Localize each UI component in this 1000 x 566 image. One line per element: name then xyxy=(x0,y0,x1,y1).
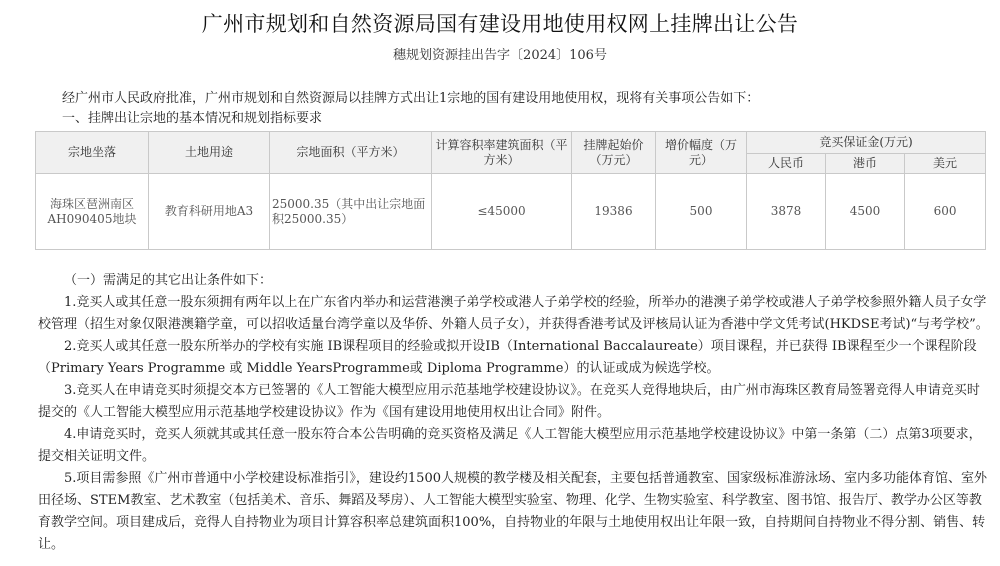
cell-rmb: 3878 xyxy=(747,174,826,250)
header-floor-area: 计算容积率建筑面积（平方米） xyxy=(432,132,572,174)
header-increment: 增价幅度（万元） xyxy=(656,132,747,174)
header-area: 宗地面积（平方米） xyxy=(270,132,432,174)
document-number: 穗规划资源挂出告字〔2024〕106号 xyxy=(393,48,607,63)
header-deposit: 竞买保证金(万元) xyxy=(747,132,986,154)
cell-land-use: 教育科研用地A3 xyxy=(149,174,270,250)
land-parcel-table xyxy=(35,131,986,250)
section-heading: 一、挂牌出让宗地的基本情况和规划指标要求 xyxy=(62,111,323,126)
conditions-section xyxy=(38,270,990,556)
cell-start-price: 19386 xyxy=(572,174,656,250)
conditions-heading: （一）需满足的其它出让条件如下： xyxy=(64,273,273,288)
cell-floor-area: ≤45000 xyxy=(432,174,572,250)
cell-increment: 500 xyxy=(656,174,747,250)
page-title: 广州市规划和自然资源局国有建设用地使用权网上挂牌出让公告 xyxy=(201,12,799,36)
header-hkd: 港币 xyxy=(826,154,905,174)
header-start-price: 挂牌起始价（万元） xyxy=(572,132,656,174)
header-land-use: 土地用途 xyxy=(149,132,270,174)
condition-item-3: 3.竞买人在申请竞买时须提交本方已签署的《人工智能大模型应用示范基地学校建设协议》。在竞买人竞得地块后，由广州市海珠区教育局签署竞得人申请竞买时提交的《人工智能大模型应用示范基地学校建设协议》作为《国有建设用地使用权出让合同》附件。 xyxy=(38,383,980,420)
cell-usd: 600 xyxy=(905,174,986,250)
header-rmb: 人民币 xyxy=(747,154,826,174)
intro-paragraph: 经广州市人民政府批准，广州市规划和自然资源局以挂牌方式出让1宗地的国有建设用地使用权，现将有关事项公告如下： xyxy=(62,91,760,106)
table-row xyxy=(36,174,986,250)
condition-item-5: 5.项目需参照《广州市普通中小学校建设标准指引》，建设约1500人规模的教学楼及相关配套，主要包括普通教室、国家级标准游泳场、室内多功能体育馆、室外田径场、STEM教室、艺术教室（包括美术、音乐、舞蹈及琴房）、人工智能大模型实验室、物理、化学、生物实验室、科学教室、图书馆、报告厅、教学办公区等教育教学空间。项目建成后，竞得人自持物业为项目计算容积率总建筑面积100%，自持物业的年限与土地使用权出让年限一致，自持期间自持物业不得分割、销售、转让。 xyxy=(38,471,987,552)
header-usd: 美元 xyxy=(905,154,986,174)
cell-hkd: 4500 xyxy=(826,174,905,250)
condition-item-2: 2.竞买人或其任意一股东所举办的学校有实施 IB课程项目的经验或拟开设IB（International Baccalaureate）项目课程，并已获得 IB课程至少一个课程阶段（Primary Years Programme 或 Middle YearsProgramme或 Diploma Programme）的认证或成为候选学校。 xyxy=(38,339,977,376)
cell-area: 25000.35（其中出让宗地面积25000.35） xyxy=(270,174,432,250)
header-location: 宗地坐落 xyxy=(36,132,149,174)
cell-location: 海珠区琶洲南区AH090405地块 xyxy=(36,174,149,250)
condition-item-1: 1.竞买人或其任意一股东须拥有两年以上在广东省内举办和运营港澳子弟学校或港人子弟学校的经验，所举办的港澳子弟学校或港人子弟学校参照外籍人员子女学校管理（招生对象仅限港澳籍学童，可以招收适量台湾学童以及华侨、外籍人员子女），并获得香港考试及评核局认证为香港中学文凭考试(HKDSE考试)“与考学校”。 xyxy=(38,295,989,332)
condition-item-4: 4.申请竞买时，竞买人须就其或其任意一股东符合本公告明确的竞买资格及满足《人工智能大模型应用示范基地学校建设协议》中第一条第（二）点第3项要求，提交相关证明文件。 xyxy=(38,427,982,464)
